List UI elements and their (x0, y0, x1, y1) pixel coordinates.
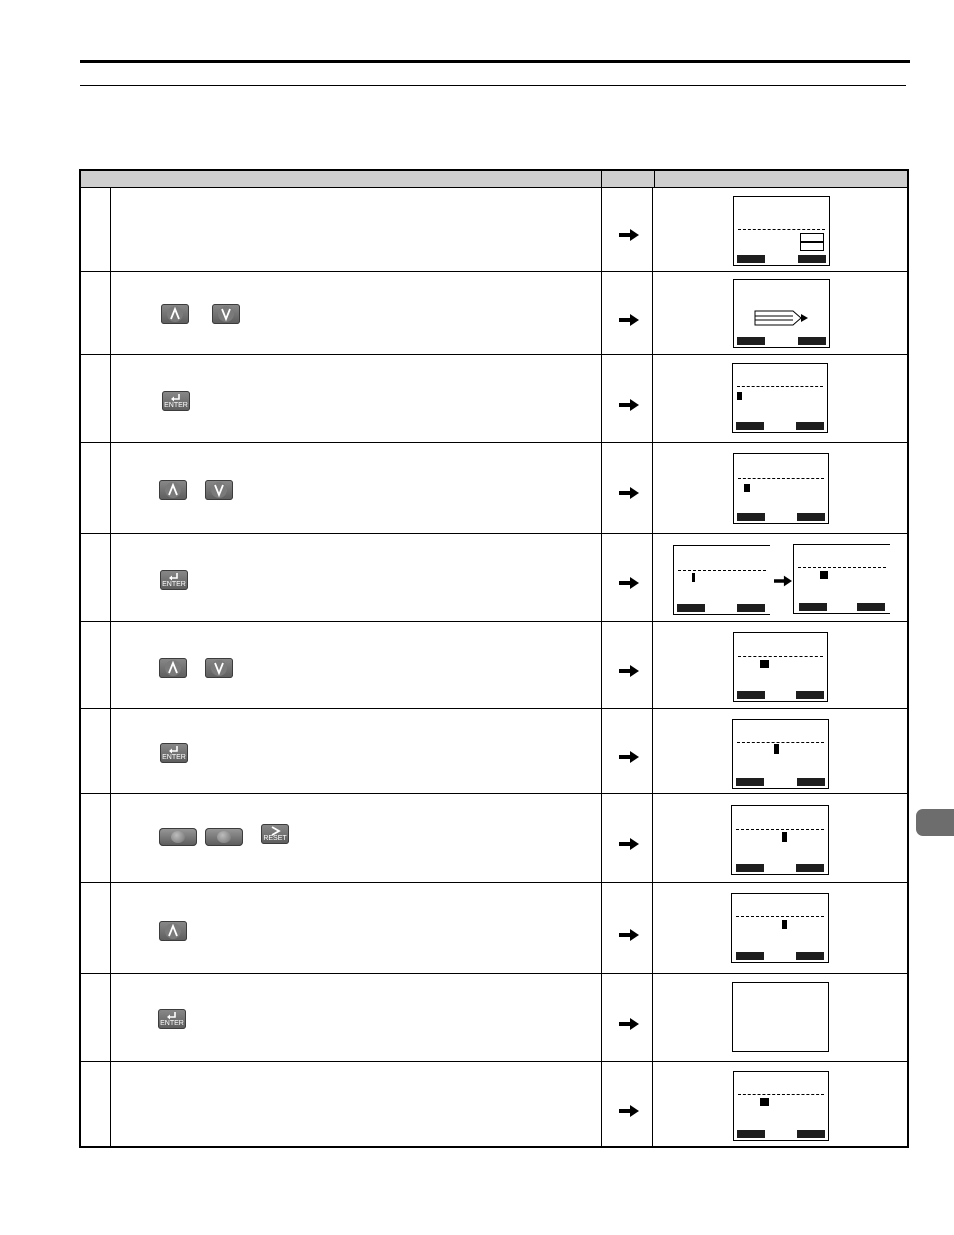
lcd-screen (733, 1071, 829, 1141)
result-cell (653, 534, 909, 621)
arrow-cell (601, 622, 653, 708)
step-number (81, 974, 111, 1061)
header-rule (80, 60, 910, 63)
step-description (111, 1062, 601, 1148)
enter-key-icon (158, 1009, 186, 1029)
function-key-icon (205, 828, 243, 846)
result-cell (653, 272, 909, 354)
chapter-tab (916, 809, 954, 836)
enter-key-label: ENTER (160, 1020, 184, 1027)
step-number (81, 709, 111, 793)
table-row (81, 794, 907, 883)
step-number (81, 883, 111, 973)
step-description (111, 883, 601, 973)
step-number (81, 188, 111, 271)
step-number (81, 794, 111, 882)
arrow-cell (601, 794, 653, 882)
step-number (81, 443, 111, 533)
lcd-screen (733, 632, 828, 702)
table-row (81, 534, 907, 622)
enter-key-label: ENTER (164, 402, 188, 409)
result-cell (653, 1062, 909, 1148)
lcd-screen (673, 545, 770, 615)
result-cell (653, 188, 909, 271)
table-row (81, 272, 907, 355)
table-row (81, 709, 907, 794)
right-arrow-icon (619, 1018, 639, 1030)
enter-key-label: ENTER (162, 581, 186, 588)
lcd-screen (733, 196, 830, 266)
right-arrow-icon (619, 314, 639, 326)
arrow-cell (601, 974, 653, 1061)
step-description (111, 709, 601, 793)
right-arrow-icon (619, 577, 639, 589)
table-row (81, 974, 907, 1062)
step-description (111, 272, 601, 354)
arrow-cell (601, 272, 653, 354)
right-arrow-icon (619, 751, 639, 763)
step-description (111, 355, 601, 442)
step-description (111, 443, 601, 533)
reset-key-icon (261, 824, 289, 844)
table-row (81, 443, 907, 534)
function-key-icon (159, 828, 197, 846)
lcd-screen (732, 363, 828, 433)
up-key-icon (159, 480, 187, 500)
pencil-icon (754, 308, 810, 332)
arrow-cell (601, 534, 653, 621)
table-row (81, 622, 907, 709)
result-cell (653, 355, 909, 442)
lcd-screen (732, 719, 829, 789)
step-description (111, 534, 601, 621)
lcd-screen (731, 805, 829, 875)
down-key-icon (205, 480, 233, 500)
result-cell (653, 794, 909, 882)
table-header (81, 171, 907, 188)
arrow-cell (601, 355, 653, 442)
table-row (81, 883, 907, 974)
header-result (654, 171, 909, 187)
arrow-cell (601, 1062, 653, 1148)
step-number (81, 272, 111, 354)
arrow-cell (601, 188, 653, 271)
sub-rule (80, 85, 906, 86)
result-cell (653, 974, 909, 1061)
right-arrow-icon (774, 575, 792, 587)
reset-key-label: RESET (263, 835, 287, 842)
enter-key-icon (162, 391, 190, 411)
right-arrow-icon (619, 487, 639, 499)
up-key-icon (159, 921, 187, 941)
step-description (111, 188, 601, 271)
result-cell (653, 883, 909, 973)
step-number (81, 355, 111, 442)
result-cell (653, 443, 909, 533)
enter-key-icon (160, 743, 188, 763)
header-step (81, 171, 601, 187)
enter-key-icon (160, 570, 188, 590)
lcd-screen (731, 893, 829, 963)
down-key-icon (205, 658, 233, 678)
lcd-screen (732, 982, 829, 1052)
lcd-screen (733, 279, 830, 348)
enter-key-label: ENTER (162, 754, 186, 761)
right-arrow-icon (619, 399, 639, 411)
right-arrow-icon (619, 229, 639, 241)
up-key-icon (161, 304, 189, 324)
result-cell (653, 709, 909, 793)
step-number (81, 622, 111, 708)
header-key-operations (601, 171, 655, 187)
arrow-cell (601, 709, 653, 793)
table-row (81, 188, 907, 272)
step-description (111, 794, 601, 882)
result-cell (653, 622, 909, 708)
down-key-icon (212, 304, 240, 324)
right-arrow-icon (619, 838, 639, 850)
arrow-cell (601, 883, 653, 973)
step-number (81, 1062, 111, 1148)
table-row (81, 355, 907, 443)
table-row (81, 1062, 907, 1148)
step-description (111, 622, 601, 708)
lcd-screen (733, 453, 829, 524)
right-arrow-icon (619, 1105, 639, 1117)
lcd-screen (793, 544, 890, 614)
procedure-table (79, 169, 909, 1148)
right-arrow-icon (619, 665, 639, 677)
up-key-icon (159, 658, 187, 678)
arrow-cell (601, 443, 653, 533)
right-arrow-icon (619, 929, 639, 941)
step-description (111, 974, 601, 1061)
step-number (81, 534, 111, 621)
